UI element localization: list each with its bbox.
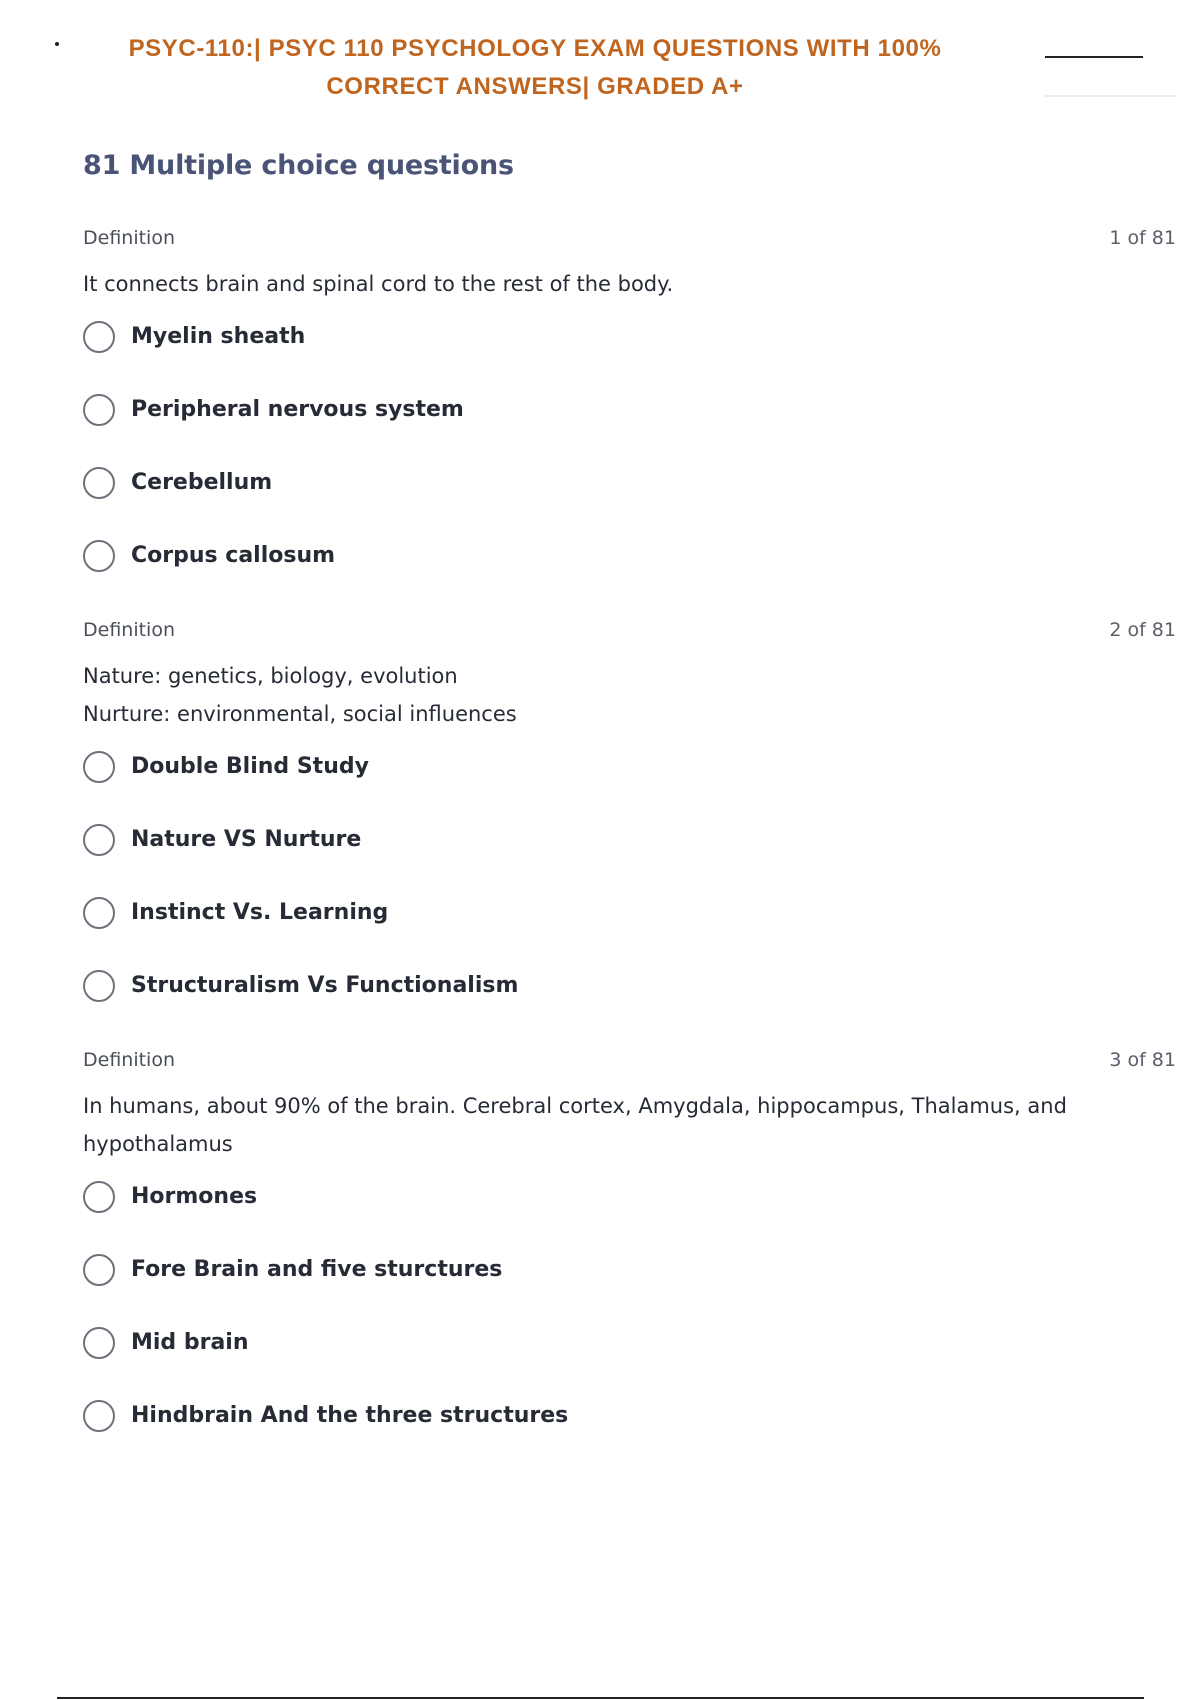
radio-button[interactable] [83,1254,115,1286]
header-title-line-2: CORRECT ANSWERS| GRADED A+ [326,73,744,100]
radio-button[interactable] [83,467,115,499]
radio-button[interactable] [83,1400,115,1432]
answer-option[interactable] [83,818,1176,891]
answer-option-label: Nature VS Nurture [131,827,362,852]
answer-option-label: Mid brain [131,1330,249,1355]
answer-option-label: Structuralism Vs Functionalism [131,973,519,998]
answer-option-label: Myelin sheath [131,324,306,349]
question-text [83,657,1103,733]
question-counter: 1 of 81 [1109,227,1176,249]
question-counter: 2 of 81 [1109,619,1176,641]
answer-option[interactable] [83,534,1176,607]
question-label: Definition [83,1049,176,1071]
radio-button[interactable] [83,1181,115,1213]
header-rule-faint [1045,95,1177,97]
radio-button[interactable] [83,897,115,929]
answer-options [83,745,1176,1037]
answer-option-label: Instinct Vs. Learning [131,900,389,925]
question-card-2 [83,619,1176,1037]
answer-option-label: Peripheral nervous system [131,397,464,422]
radio-button[interactable] [83,970,115,1002]
radio-button[interactable] [83,394,115,426]
question-text-line: Nature: genetics, biology, evolution [83,664,458,688]
radio-button[interactable] [83,321,115,353]
answer-option[interactable] [83,1321,1176,1394]
answer-options [83,1175,1176,1467]
answer-option[interactable] [83,315,1176,388]
answer-option[interactable] [83,461,1176,534]
question-text-line: Nurture: environmental, social influences [83,702,517,726]
section-title: 81 Multiple choice questions [83,150,514,181]
question-card-3 [83,1049,1176,1467]
answer-options [83,315,1176,607]
question-text: It connects brain and spinal cord to the rest of the body. [83,272,674,296]
answer-option-label: Corpus callosum [131,543,336,568]
answer-option[interactable] [83,1248,1176,1321]
document-header [0,30,1070,106]
question-label: Definition [83,227,176,249]
answer-option[interactable] [83,1175,1176,1248]
answer-option[interactable] [83,745,1176,818]
radio-button[interactable] [83,824,115,856]
question-card-1 [83,227,1176,607]
answer-option-label: Fore Brain and five sturctures [131,1257,503,1282]
header-title-line-1: PSYC-110:| PSYC 110 PSYCHOLOGY EXAM QUESTIONS WITH 100% [128,35,942,62]
footer-rule [57,1697,1144,1699]
radio-button[interactable] [83,1327,115,1359]
answer-option[interactable] [83,388,1176,461]
answer-option-label: Hindbrain And the three structures [131,1403,569,1428]
answer-option[interactable] [83,1394,1176,1467]
answer-option-label: Cerebellum [131,470,273,495]
radio-button[interactable] [83,540,115,572]
radio-button[interactable] [83,751,115,783]
question-label: Definition [83,619,176,641]
answer-option[interactable] [83,891,1176,964]
header-rule [1045,56,1143,58]
answer-option-label: Double Blind Study [131,754,369,779]
answer-option[interactable] [83,964,1176,1037]
question-text: In humans, about 90% of the brain. Cerebral cortex, Amygdala, hippocampus, Thalamus, and hypothalamus [83,1094,1067,1156]
question-counter: 3 of 81 [1109,1049,1176,1071]
answer-option-label: Hormones [131,1184,258,1209]
